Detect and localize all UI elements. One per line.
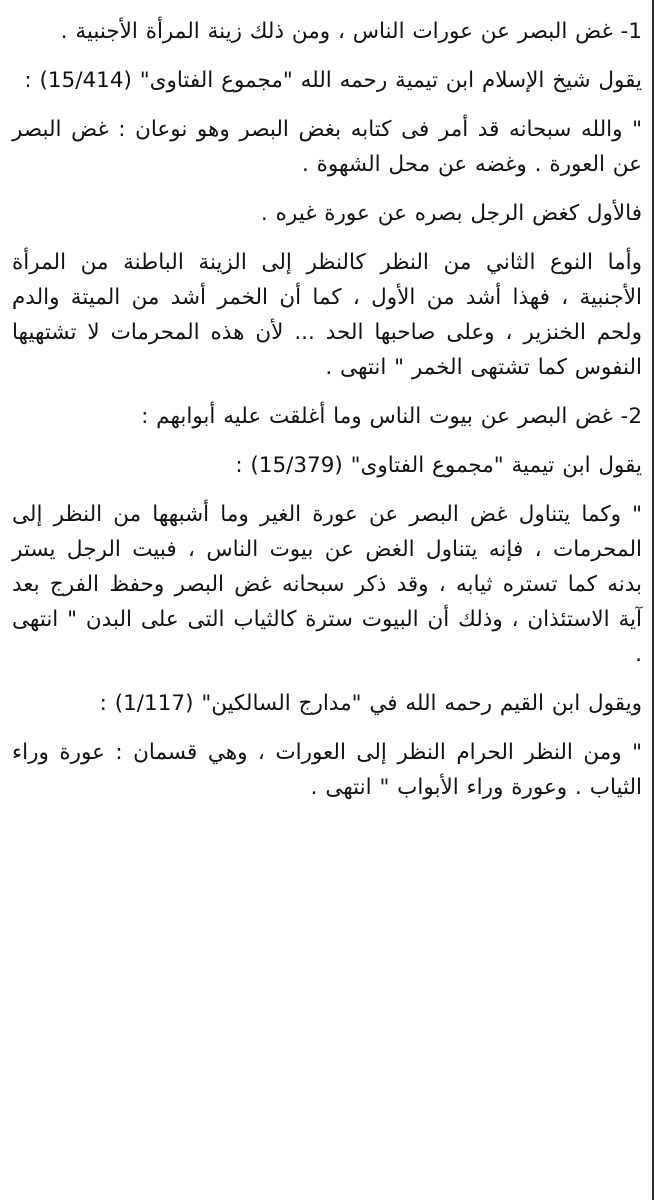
paragraph-ibn-alqayyim-citation: ويقول ابن القيم رحمه الله في "مدارج السالكين" (1/117) : xyxy=(99,691,642,716)
paragraph-point-2-heading: 2- غض البصر عن بيوت الناس وما أغلقت عليه أبوابهم : xyxy=(141,404,642,429)
paragraph-ibn-taymiyyah-citation-2: يقول ابن تيمية "مجموع الفتاوى" (15/379) : xyxy=(235,453,642,478)
paragraph-quote-two-types: " والله سبحانه قد أمر فى كتابه بغض البصر وهو نوعان : غض البصر عن العورة . وغضه عن محل الشهوة . xyxy=(12,117,642,177)
paragraph-quote-houses: " وكما يتناول غض البصر عن عورة الغير وما أشبهها من النظر إلى المحرمات ، فإنه يتناول الغض عن بيوت الناس ، فبيت الرجل يستر بدنه كما تستره ثيابه ، وقد ذكر سبحانه غض البصر وحفظ الفرج بعد آية الاستئذان ، وذلك أن البيوت سترة كالثياب التى على البدن " انتهى . xyxy=(12,502,642,667)
paragraph-quote-awrat: " ومن النظر الحرام النظر إلى العورات ، وهي قسمان : عورة وراء الثياب . وعورة وراء الأبواب " انتهى . xyxy=(12,740,642,800)
paragraph-ibn-taymiyyah-citation-1: يقول شيخ الإسلام ابن تيمية رحمه الله "مجموع الفتاوى" (15/414) : xyxy=(24,68,642,93)
paragraph-point-1-heading: 1- غض البصر عن عورات الناس ، ومن ذلك زينة المرأة الأجنبية . xyxy=(60,19,642,44)
page-edge-line xyxy=(652,0,654,1200)
paragraph-first-type: فالأول كغض الرجل بصره عن عورة غيره . xyxy=(260,201,642,226)
paragraph-second-type: وأما النوع الثاني من النظر كالنظر إلى الزينة الباطنة من المرأة الأجنبية ، فهذا أشد من الأول ، كما أن الخمر أشد من الميتة والدم ولحم الخنزير ، وعلى صاحبها الحد ... لأن هذه المحرمات لا تشتهيها النفوس كما تشتهى الخمر " انتهى . xyxy=(12,250,642,380)
